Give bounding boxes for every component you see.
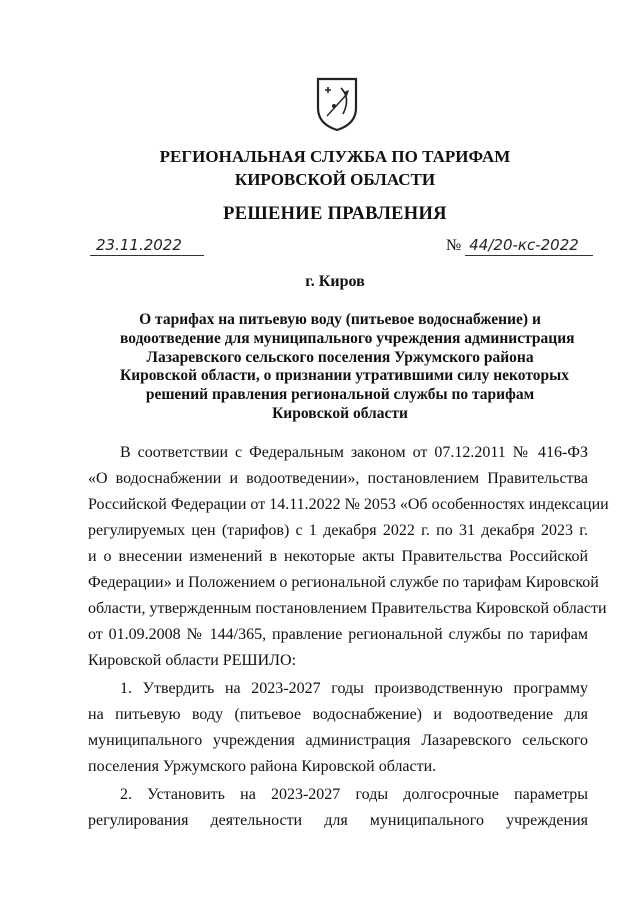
city-line: г. Киров [305,273,365,290]
decision-subject [120,311,575,424]
body-line: на питьевую воду (питьевое водоснабжение) и водоотведение для [88,706,588,723]
coat-of-arms-icon [315,76,359,132]
subject-line: Лазаревского сельского поселения Уржумского района [146,348,534,366]
subject-line: Кировской области [272,404,408,422]
body-line: и о внесении изменений в некоторые акты Правительства Российской [88,548,588,565]
body-line: поселения Уржумского района Кировской области. [88,758,437,775]
body-line: Кировской области РЕШИЛО: [88,652,297,669]
body-line: «О водоснабжении и водоотведении», постановлением Правительства [88,470,588,487]
agency-name-line1: РЕГИОНАЛЬНАЯ СЛУЖБА ПО ТАРИФАМ [159,147,511,166]
body-line: области, утвержденным постановлением Правительства Кировской области [88,600,607,617]
body-line: 2. Установить на 2023-2027 годы долгосрочные параметры [120,786,588,803]
body-line: регулирования деятельности для муниципального учреждения [88,812,588,829]
decision-number-value: 44/20-кс-2022 [465,236,593,256]
body-line: муниципального учреждения администрация Лазаревского сельского [88,732,588,749]
number-sign: № [446,237,462,254]
decision-date: 23.11.2022 [90,236,204,256]
body-line: Российской Федерации от 14.11.2022 № 2053 «Об особенностях индексации [88,496,609,513]
subject-line: О тарифах на питьевую воду (питьевое водоснабжение) и [139,311,541,328]
decision-number [446,236,593,256]
body-line: от 01.09.2008 № 144/365, правление региональной службы по тарифам [88,626,588,643]
subject-line: решений правления региональной службы по тарифам [145,386,535,404]
subject-line: Кировской области, о признании утратившими силу некоторых [120,367,569,385]
body-line: В соответствии с Федеральным законом от 07.12.2011 № 416-ФЗ [120,444,588,461]
agency-name-line2: КИРОВСКОЙ ОБЛАСТИ [234,170,436,189]
document-title: РЕШЕНИЕ ПРАВЛЕНИЯ [223,204,447,224]
body-line: 1. Утвердить на 2023-2027 годы производственную программу [120,680,588,697]
subject-line: водоотведение для муниципального учреждения администрация [120,329,575,347]
body-line: Федерации» и Положением о региональной службе по тарифам Кировской [88,574,599,591]
body-line: регулируемых цен (тарифов) с 1 декабря 2022 г. по 31 декабря 2023 г. [88,522,588,539]
